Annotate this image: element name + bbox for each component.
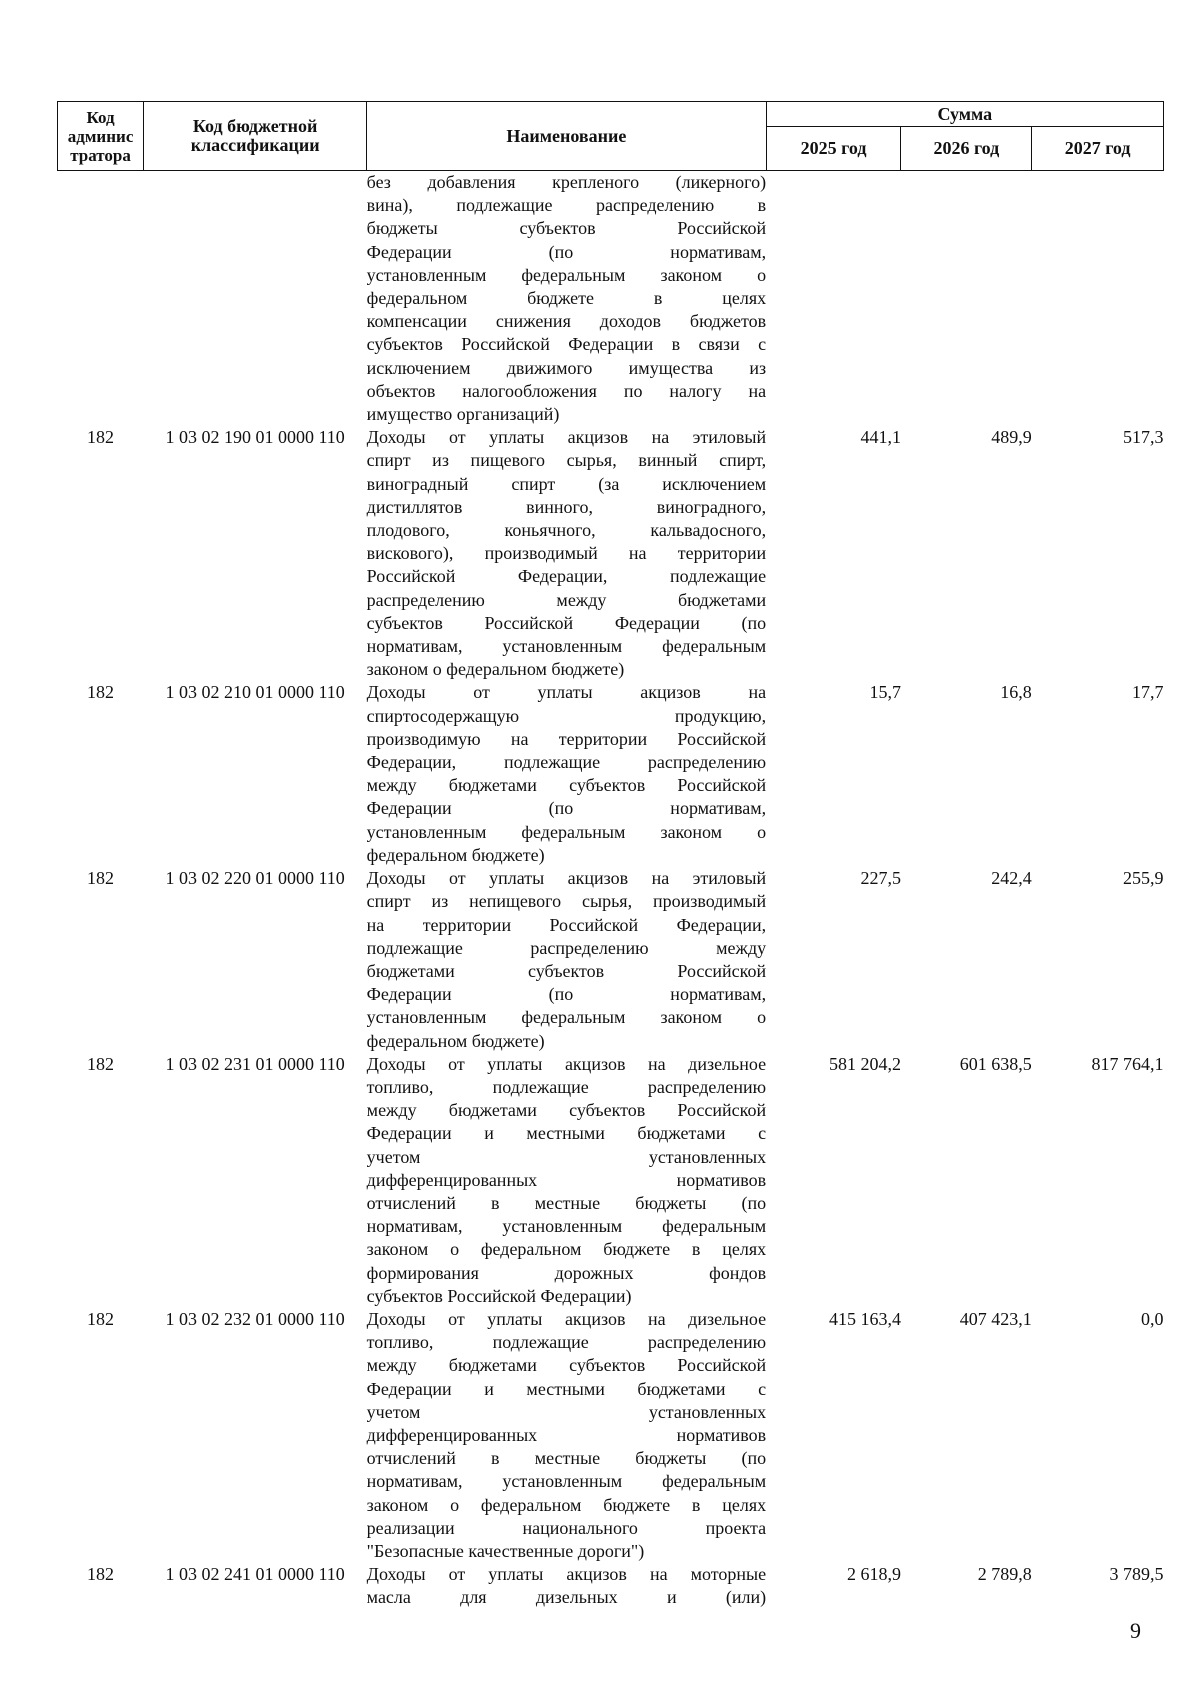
name-line: распределению между бюджетами: [366, 589, 767, 610]
name-line: Федерации, подлежащие распределению: [366, 752, 767, 773]
name-cell: [367, 171, 766, 427]
value-2025: 441,1: [860, 427, 901, 448]
name-line: "Безопасные качественные дороги"): [366, 1540, 645, 1561]
admin-cell: 182: [87, 868, 115, 889]
name-line: отчислений в местные бюджеты (по: [366, 1448, 767, 1469]
budget-revenue-table: [57, 101, 1164, 1610]
name-line: подлежащие распределению между: [366, 937, 767, 958]
name-line: Федерации (по нормативам,: [366, 241, 767, 262]
name-cell: [367, 867, 766, 1053]
value-2025: 2 618,9: [846, 1564, 901, 1585]
name-line: установленным федеральным законом о: [366, 1007, 767, 1028]
name-line: на территории Российской Федерации,: [366, 914, 767, 935]
name-line: исключением движимого имущества из: [366, 357, 767, 378]
name-line: федеральном бюджете): [366, 1030, 545, 1051]
name-line: между бюджетами субъектов Российской: [366, 1100, 767, 1121]
value-2026: [901, 171, 1032, 427]
value-2026: 2 789,8: [977, 1564, 1032, 1585]
name-line: Доходы от уплаты акцизов на моторные: [366, 1564, 767, 1585]
name-line: отчислений в местные бюджеты (по: [366, 1192, 767, 1213]
header-name: Наименование: [367, 102, 766, 171]
value-2027: 255,9: [1123, 868, 1164, 889]
name-line: масла для дизельных и (или): [366, 1587, 767, 1608]
header-year-2025: 2025 год: [766, 127, 901, 171]
code-cell: 1 03 02 190 01 0000 110: [165, 427, 345, 448]
name-line: Доходы от уплаты акцизов на дизельное: [366, 1308, 767, 1329]
code-cell: 1 03 02 232 01 0000 110: [165, 1308, 345, 1329]
name-line: спирт из пищевого сырья, винный спирт,: [366, 450, 767, 471]
name-line: без добавления крепленого (ликерного): [366, 172, 767, 192]
name-line: компенсации снижения доходов бюджетов: [366, 311, 767, 332]
name-line: Доходы от уплаты акцизов на: [366, 682, 767, 703]
value-2026: 242,4: [991, 868, 1032, 889]
name-line: Доходы от уплаты акцизов на этиловый: [366, 427, 767, 448]
table-row: [58, 1053, 1164, 1308]
name-line: плодового, коньячного, кальвадосного,: [366, 520, 767, 541]
name-line: бюджеты субъектов Российской: [366, 218, 767, 239]
table-body: [58, 171, 1164, 1610]
value-2027: 0,0: [1141, 1308, 1164, 1329]
code-cell: 1 03 02 220 01 0000 110: [165, 868, 345, 889]
name-line: законом о федеральном бюджете в целях: [366, 1239, 767, 1260]
table-row: [58, 867, 1164, 1053]
name-line: бюджетами субъектов Российской: [366, 960, 767, 981]
name-line: вина), подлежащие распределению в: [366, 195, 767, 216]
table-row: [58, 681, 1164, 867]
name-line: субъектов Российской Федерации в связи с: [366, 334, 767, 355]
value-2025: 227,5: [860, 868, 901, 889]
value-2026: 16,8: [1000, 682, 1032, 703]
value-2025: [766, 171, 901, 427]
code-cell: 1 03 02 241 01 0000 110: [165, 1564, 345, 1585]
name-line: Федерации (по нормативам,: [366, 798, 767, 819]
name-line: нормативам, установленным федеральным: [366, 636, 767, 657]
table-header: [58, 102, 1164, 171]
name-line: нормативам, установленным федеральным: [366, 1471, 767, 1492]
name-line: субъектов Российской Федерации): [366, 1285, 632, 1306]
value-2025: 581 204,2: [828, 1053, 901, 1074]
value-2027: 517,3: [1123, 427, 1164, 448]
name-cell: [367, 1053, 766, 1308]
name-line: вискового), производимый на территории: [366, 543, 767, 564]
name-line: спирт из непищевого сырья, производимый: [366, 891, 767, 912]
name-line: топливо, подлежащие распределению: [366, 1076, 767, 1097]
value-2027: 17,7: [1132, 682, 1164, 703]
code-cell: [144, 171, 367, 427]
name-line: Российской Федерации, подлежащие: [366, 566, 767, 587]
name-line: производимую на территории Российской: [366, 728, 767, 749]
admin-cell: 182: [87, 1308, 115, 1329]
name-line: субъектов Российской Федерации (по: [366, 612, 767, 633]
name-line: формирования дорожных фондов: [366, 1262, 767, 1283]
header-year-2026: 2026 год: [901, 127, 1032, 171]
name-line: между бюджетами субъектов Российской: [366, 775, 767, 796]
admin-cell: 182: [87, 1564, 115, 1585]
value-2027: 817 764,1: [1091, 1053, 1164, 1074]
name-line: Федерации (по нормативам,: [366, 984, 767, 1005]
code-cell: 1 03 02 210 01 0000 110: [165, 682, 345, 703]
value-2025: 415 163,4: [828, 1308, 901, 1329]
name-line: законом о федеральном бюджете в целях: [366, 1494, 767, 1515]
admin-cell: [58, 171, 144, 427]
header-year-2027: 2027 год: [1032, 127, 1164, 171]
name-line: федеральном бюджете в целях: [366, 288, 767, 309]
name-line: законом о федеральном бюджете): [366, 659, 625, 680]
name-line: топливо, подлежащие распределению: [366, 1332, 767, 1353]
name-line: учетом установленных: [366, 1401, 767, 1422]
name-line: установленным федеральным законом о: [366, 821, 767, 842]
table-row: [58, 426, 1164, 681]
value-2026: 489,9: [991, 427, 1032, 448]
name-line: дифференцированных нормативов: [366, 1169, 767, 1190]
name-line: Федерации и местными бюджетами с: [366, 1123, 767, 1144]
name-cell: [367, 426, 766, 681]
header-admin-code: Код админис тратора: [58, 102, 144, 171]
name-line: спиртосодержащую продукцию,: [366, 705, 767, 726]
name-line: Доходы от уплаты акцизов на этиловый: [366, 868, 767, 889]
admin-cell: 182: [87, 1053, 115, 1074]
name-line: нормативам, установленным федеральным: [366, 1216, 767, 1237]
header-sum: Сумма: [766, 102, 1163, 127]
header-budget-code: Код бюджетной классификации: [144, 102, 367, 171]
name-line: объектов налогообложения по налогу на: [366, 380, 767, 401]
name-line: реализации национального проекта: [366, 1517, 767, 1538]
value-2027: [1032, 171, 1164, 427]
page-number: 9: [1130, 1618, 1141, 1643]
table-row: [58, 1308, 1164, 1563]
name-cell: [367, 1308, 766, 1563]
table-row: [58, 1563, 1164, 1609]
name-line: дифференцированных нормативов: [366, 1424, 767, 1445]
name-line: Федерации и местными бюджетами с: [366, 1378, 767, 1399]
name-cell: [367, 1563, 766, 1609]
value-2026: 407 423,1: [959, 1308, 1032, 1329]
name-cell: [367, 681, 766, 867]
name-line: дистиллятов винного, виноградного,: [366, 496, 767, 517]
table-row-continuation: [58, 171, 1164, 427]
admin-cell: 182: [87, 682, 115, 703]
name-line: Доходы от уплаты акцизов на дизельное: [366, 1053, 767, 1074]
value-2025: 15,7: [869, 682, 901, 703]
admin-cell: 182: [87, 427, 115, 448]
value-2027: 3 789,5: [1109, 1564, 1164, 1585]
name-line: имущество организаций): [366, 404, 560, 425]
value-2026: 601 638,5: [959, 1053, 1032, 1074]
name-line: между бюджетами субъектов Российской: [366, 1355, 767, 1376]
name-line: федеральном бюджете): [366, 844, 545, 865]
name-line: виноградный спирт (за исключением: [366, 473, 767, 494]
name-line: установленным федеральным законом о: [366, 264, 767, 285]
code-cell: 1 03 02 231 01 0000 110: [165, 1053, 345, 1074]
name-line: учетом установленных: [366, 1146, 767, 1167]
